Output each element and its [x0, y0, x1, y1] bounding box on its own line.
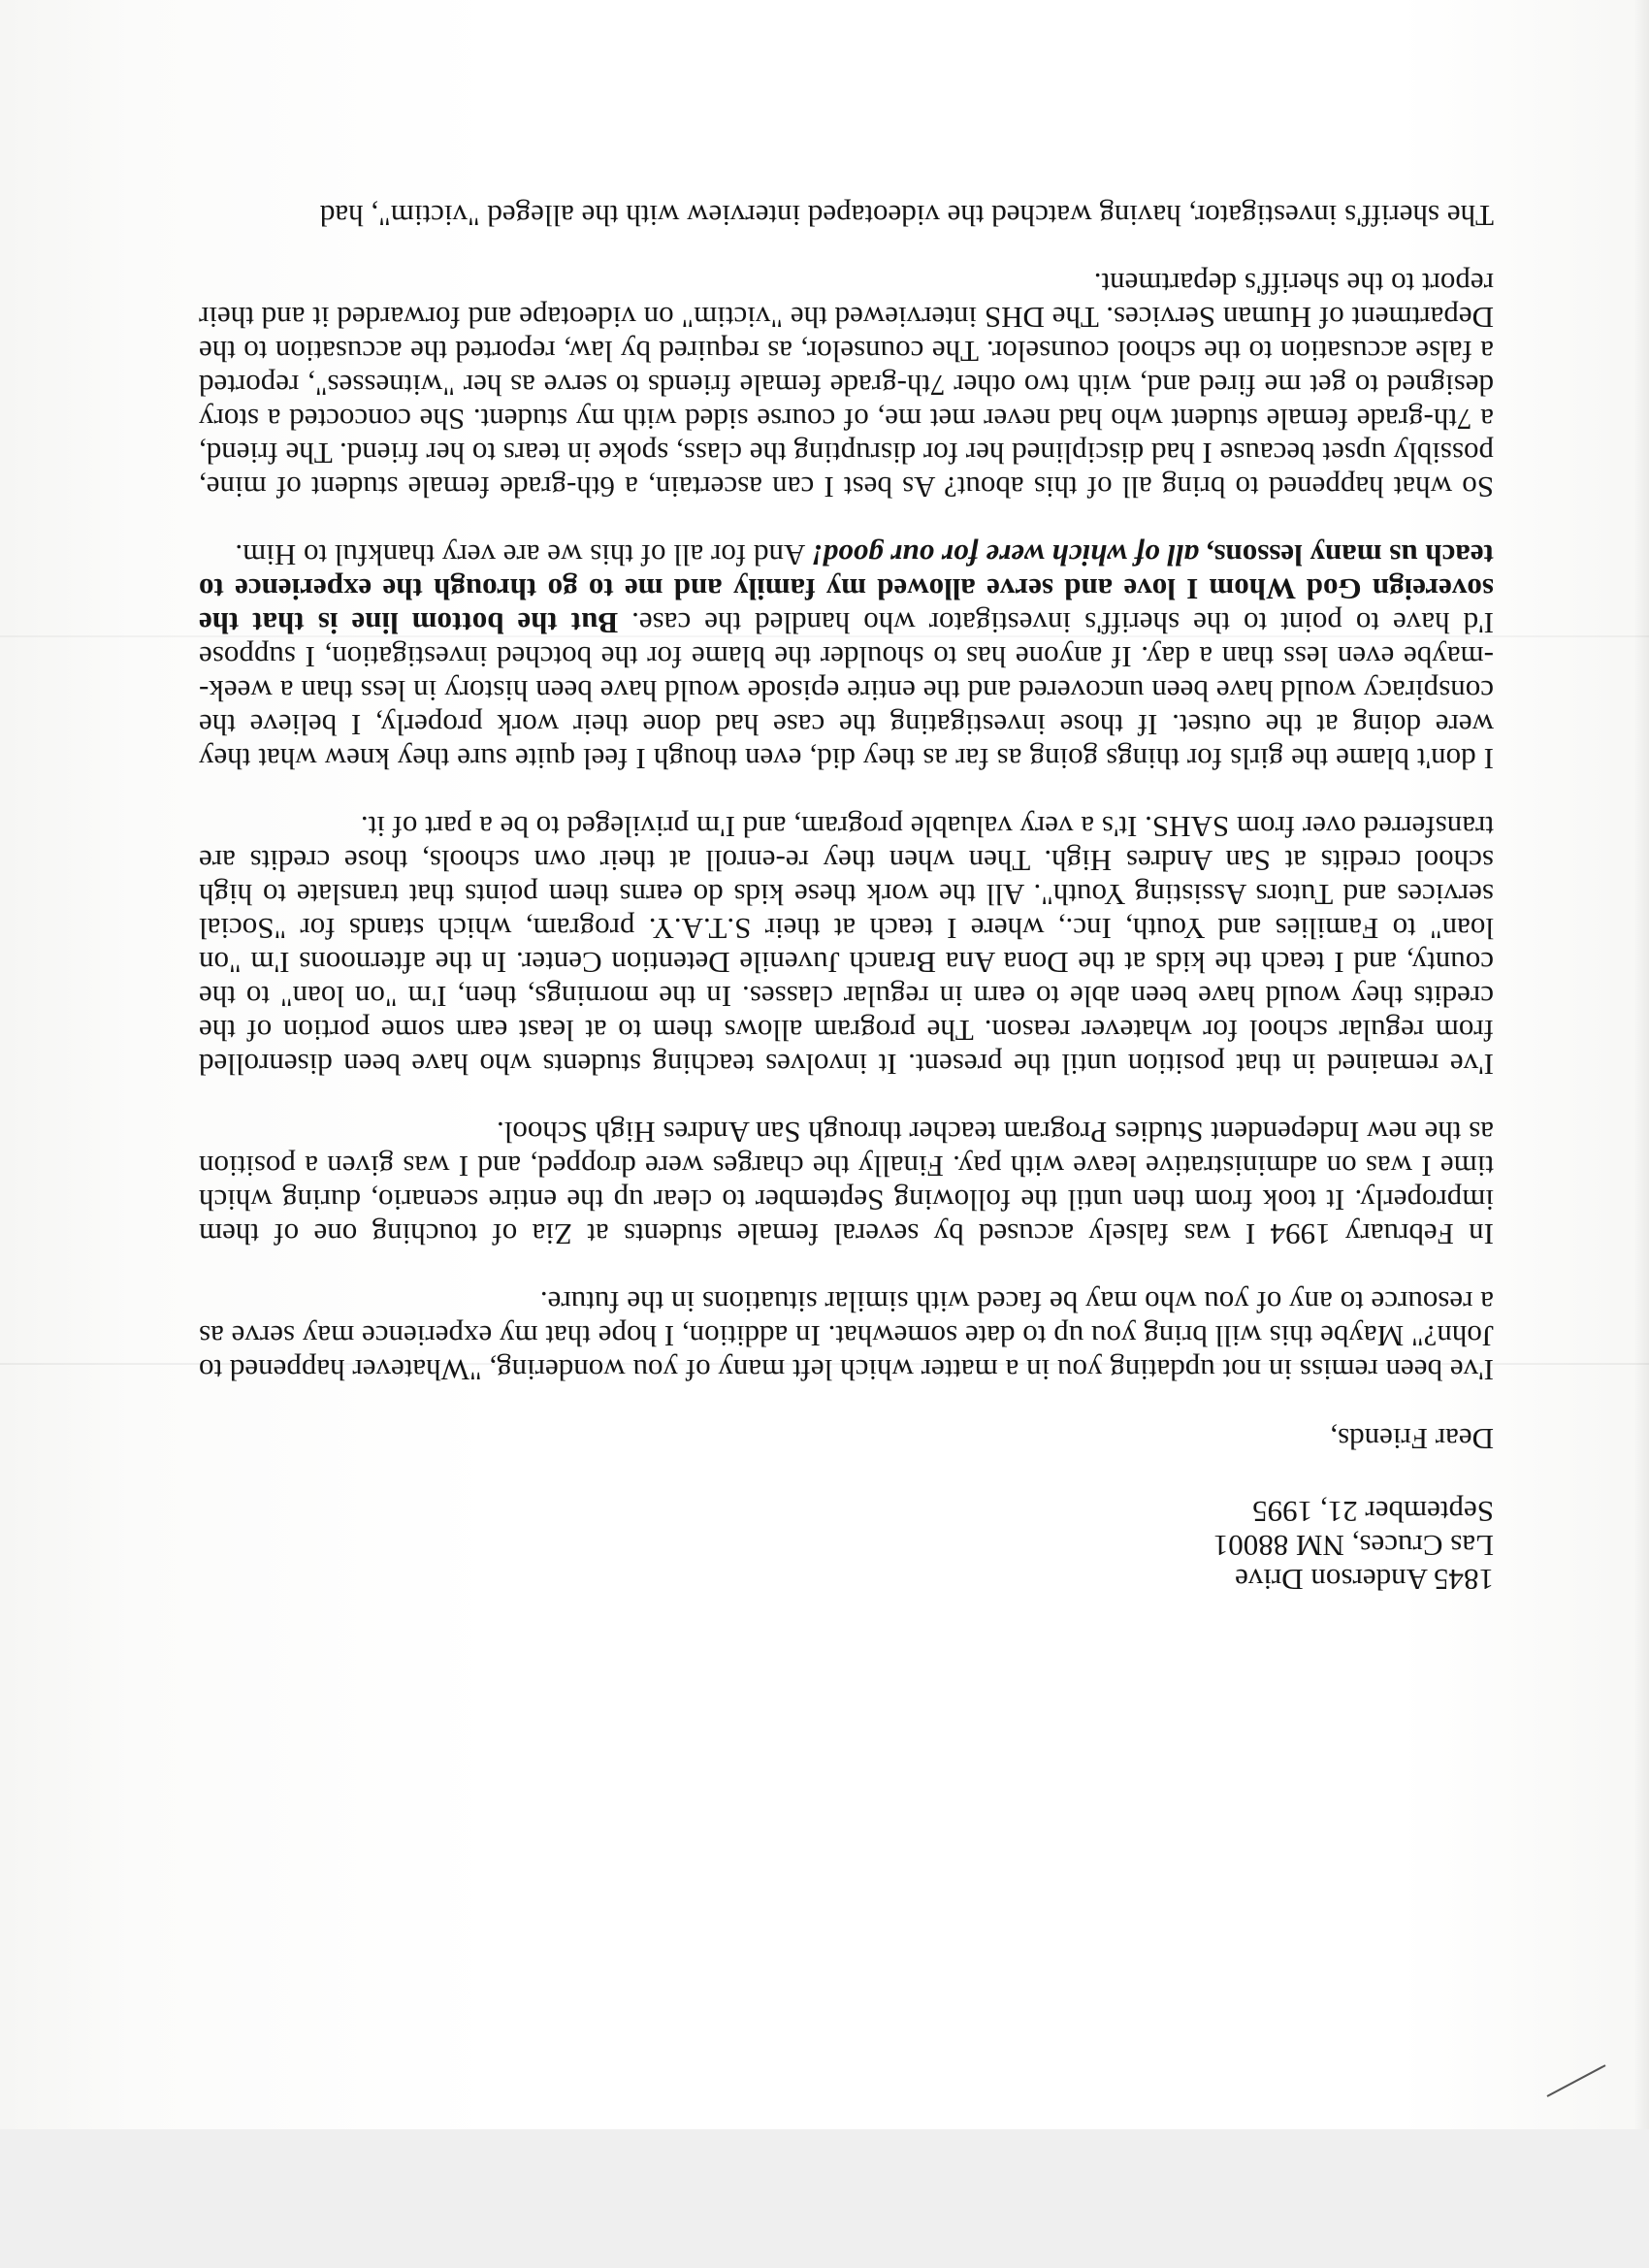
upside-down-letter	[199, 199, 1494, 1597]
paragraph-4-ending: And for all of this we are very thankful to Him.	[235, 538, 806, 572]
address-city: Las Cruces, NM 88001	[1212, 1529, 1494, 1563]
paragraph-4-bold-text: But the bottom line is that the sovereign God Whom I love and serve allowed my family and me to go through the experience to teach us many lessons,	[199, 538, 1494, 640]
paragraph-6: The sheriff's investigator, having watched the videotaped interview with the alleged "victim", had	[319, 199, 1494, 233]
paragraph-3: I've remained in that position until the present. It involves teaching students who have been disenrolled from regular school for whatever reason. The program allows them to at least earn some portion of the credits they would have been able to earn in regular classes. In the mornings, then, I'm "on loan" to the county, and I teach the kids at the Dona Ana Branch Juvenile Detention Center. In the afternoons I'm "on loan" to Families and Youth, Inc., where I teach at their S.T.A.Y. program, which stands for "Social services and Tutors Assisting Youth". All the work these kids do earns them points that translate to high school credits at San Andres High. Then when they re-enroll at their own schools, those credits are transferred over from SAHS. It's a very valuable program, and I'm privileged to be a part of it.	[199, 810, 1494, 1082]
address-street: 1845 Anderson Drive	[1235, 1563, 1494, 1597]
sender-address-block	[199, 1495, 1494, 1597]
paragraph-2: In February 1994 I was falsely accused by several female students at Zia of touching one of them improperly. It took from then until the following September to clear up the entire scenario, during which time I was on administrative leave with pay. Finally the charges were dropped, and I was given a position as the new Independent Studies Program teacher through San Andres High School.	[199, 1116, 1494, 1251]
paragraph-4-text: I don't blame the girls for things going as far as they did, even though I feel quite sure they knew what they were doing at the outset. If those investigating the case had done their work properly, I believe the conspiracy would have been uncovered and the entire episode would have been history in less than a week--maybe even less than a day. If anyone has to shoulder the blame for the botched investigation, I suppose I'd have to point to the sheriff's investigator who handled the case.	[199, 606, 1494, 776]
paragraph-5: So what happened to bring all of this about? As best I can ascertain, a 6th-grade female student of mine, possibly upset because I had disciplined her for disrupting the class, spoke in tears to her friend. The friend, a 7th-grade female student who had never met me, of course sided with my student. She concocted a story designed to get me fired and, with two other 7th-grade female friends to serve as her "witnesses", reported a false accusation to the school counselor. The counselor, as required by law, reported the accusation to the Department of Human Services. The DHS interviewed the "victim" on videotape and forwarded it and their report to the sheriff's department.	[199, 267, 1494, 504]
scanner-bed-margin	[0, 2129, 1649, 2268]
paragraph-4	[199, 538, 1494, 776]
salutation: Dear Friends,	[1330, 1422, 1494, 1456]
paper-edge-shadow	[1634, 0, 1649, 2129]
letter-date: September 21, 1995	[1252, 1495, 1494, 1529]
paragraph-4-bold-italic-text: all of which were for our good!	[811, 538, 1199, 572]
paragraph-1: I've been remiss in not updating you in a matter which left many of you wondering, "Whatever happened to John?" Maybe this will bring you up to date somewhat. In addition, I hope that my experience may serve as a resource to any of you who may be faced with similar situations in the future.	[199, 1285, 1494, 1387]
